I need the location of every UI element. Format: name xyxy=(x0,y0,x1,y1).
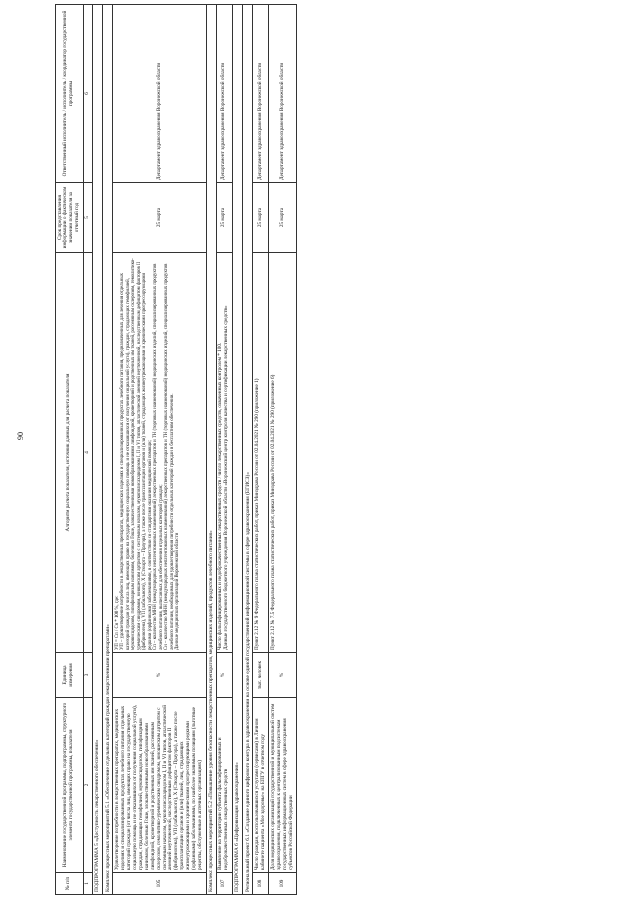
page-number: 90 xyxy=(16,432,25,440)
indicators-table xyxy=(55,4,297,895)
col-num: 4 xyxy=(83,253,92,653)
header-algorithm: Алгоритм расчета показателя, источник данных для расчета показателя xyxy=(56,253,84,653)
col-num: 1 xyxy=(83,873,92,895)
row-indicator-name: Доля медицинских организаций государственной и муниципальной систем здравоохранения, подключенных к централизованным подсистемам государственных информационных систем в сфере здравоохранения субъектов Российской Федерации xyxy=(269,698,297,873)
row-indicator-name: Выявление на территории субъекта фальсифицированных и недоброкачественных лекарственных средств xyxy=(216,698,232,873)
row-number: 105 xyxy=(113,873,207,895)
row-term: 25 марта xyxy=(253,183,269,253)
subprogram-row xyxy=(92,5,102,895)
row-responsible: Департамент здравоохранения Воронежской области xyxy=(269,5,297,183)
subprogram-5-title: ПОДПРОГРАММА 5 «Доступность лекарственного обеспечения» xyxy=(92,5,102,895)
complex-row xyxy=(206,5,216,895)
complex-5-2-title: Комплекс процессных мероприятий 5.2 «Повышение уровня безопасности лекарственных препаратов, медицинских изделий, продуктов лечебного питания» xyxy=(206,5,216,895)
table-row xyxy=(216,5,232,895)
subprogram-row xyxy=(232,5,242,895)
row-unit: тыс. человек xyxy=(253,653,269,698)
row-unit: % xyxy=(269,653,297,698)
row-unit: % xyxy=(216,653,232,698)
row-number: 107 xyxy=(216,873,232,895)
table-row xyxy=(269,5,297,895)
col-num: 5 xyxy=(83,183,92,253)
rotated-table-page xyxy=(55,5,595,895)
project-6-1-title: Региональный проект 6.1 «Создание единого цифрового контура в здравоохранении на основе единой государственной информационной системы в сфере здравоохранения (ЕГИСЗ)» xyxy=(243,5,253,895)
row-responsible: Департамент здравоохранения Воронежской области xyxy=(253,5,269,183)
table-row xyxy=(253,5,269,895)
complex-5-1-title: Комплекс процессных мероприятий 5.1 «Обеспечение отдельных категорий граждан лекарственными препаратами» xyxy=(103,5,113,895)
subprogram-6-title: ПОДПРОГРАММА 6 «Цифровизация здравоохранения» xyxy=(232,5,242,895)
col-num: 3 xyxy=(83,653,92,698)
header-responsible: Ответственный исполнитель / исполнитель / координатор государственной программы xyxy=(56,5,84,183)
col-num: 2 xyxy=(83,698,92,873)
row-number: 109 xyxy=(269,873,297,895)
row-indicator-name: Удовлетворение потребности в лекарственных препаратах, медицинских изделиях и специализированных продуктах лечебного питания отдельных категорий граждан (от числа лиц, имеющих право на государственную социальную помощь и не отказавшихся от получения социальной услуги), граждан, страдающих гемофилией, муковисцидозом, гипофизарным нанизмом, болезнью Гоше, злокачественными новообразованиями лимфоидной, кроветворной и родственных им тканей, рассеянным склерозом, гемолитико-уремическим синдромом, юношеским артритом с системным началом, мукополисахаридозом I, II и VI типов, апластической анемией неуточненной, наследственным дефицитом факторов II (фибриногена), VII (лабильного), X (Стюарта – Прауэра), а также после трансплантации органов и (или) тканей, лиц, страдающих жизнеугрожающими и хроническими прогрессирующими редкими (орфанными) заболеваниями, по наиболее значимым позициям (льготные рецепты, обслуженные в аптечных организациях) xyxy=(113,698,207,873)
complex-row xyxy=(103,5,113,895)
header-name: Наименование государственной программы, подпрограммы, структурного элемента государственной программы, показателя xyxy=(56,698,84,873)
row-indicator-name: Число граждан, воспользовавшихся услугами (сервисами) в Личном кабинете пациента «Мое здоровье» на ЕПГУ в отчетном году xyxy=(253,698,269,873)
row-algorithm: УП = Сп / Сн * 100 %, где: УП – удовлетворение потребности в лекарственных препаратах, медицинских изделиях и специализированных продуктах лечебного питания, предназначенных для лечения отдельных категорий граждан (от числа лиц, имеющих право на государственную социальную помощь и не отказавшихся от получения социальной услуги), граждан, страдающих гемофилией, муковисцидозом, гипофизарным нанизмом, болезнью Гоше, злокачественными новообразованиями лимфоидной, кроветворной и родственных им тканей, рассеянным склерозом, гемолитико-уремическим синдромом, юношеским артритом с системным началом, мукополисахаридозом I, II и VI типов, апластической анемией неуточненной, наследственным дефицитом факторов II (фибриногена), VII (лабильного), X (Стюарта – Прауэра), а также после трансплантации органов и (или) тканей, страдающих жизнеугрожающими и хроническими прогрессирующими редкими (орфанными) заболеваниями, в соответствии со стандартами оказания медицинской помощи; Сп – количество МНН (международных непатентованных наименований) лекарственных препаратов и ТН (торговых наименований) медицинских изделий, специализированных продуктов лечебного питания, выписанных для обеспечения отдельных категорий граждан; Сн – количество МНН (международных непатентованных наименований) лекарственных препаратов и ТН (торговых наименований) медицинских изделий, специализированных продуктов лечебного питания, необходимых для удовлетворения потребности отдельных категорий граждан в бесплатном обеспечении. Данные медицинских организаций Воронежской области xyxy=(113,253,207,653)
row-algorithm: Число фальсифицированных и недоброкачественных лекарственных средств / число лекарственных средств, охваченных контролем * 100. Данные государственного бюджетного учреждения Воронежской области «Воронежский центр контроля качества и сертификации лекарственных средств» xyxy=(216,253,232,653)
row-term: 25 марта xyxy=(113,183,207,253)
row-term: 25 марта xyxy=(269,183,297,253)
row-number: 108 xyxy=(253,873,269,895)
row-algorithm: Пункт 2.12 № 9 Федерального плана статистических работ, приказ Минздрава России от 02.04.2021 № 290 (приложение 1) xyxy=(253,253,269,653)
header-row xyxy=(56,5,84,895)
project-row xyxy=(243,5,253,895)
header-number: № п/п xyxy=(56,873,84,895)
column-number-row xyxy=(83,5,92,895)
table-row xyxy=(113,5,207,895)
row-algorithm: Пункт 2.12 № 7.5 Федерального плана статистических работ, приказ Минздрава России от 02.04.2021 № 290 (приложение 6) xyxy=(269,253,297,653)
row-responsible: Департамент здравоохранения Воронежской области xyxy=(113,5,207,183)
row-term: 25 марта xyxy=(216,183,232,253)
header-term: Срок представления информации о фактическом значении показателя за отчетный год xyxy=(56,183,84,253)
header-unit: Единица измерения xyxy=(56,653,84,698)
row-unit: % xyxy=(113,653,207,698)
col-num: 6 xyxy=(83,5,92,183)
row-responsible: Департамент здравоохранения Воронежской области xyxy=(216,5,232,183)
